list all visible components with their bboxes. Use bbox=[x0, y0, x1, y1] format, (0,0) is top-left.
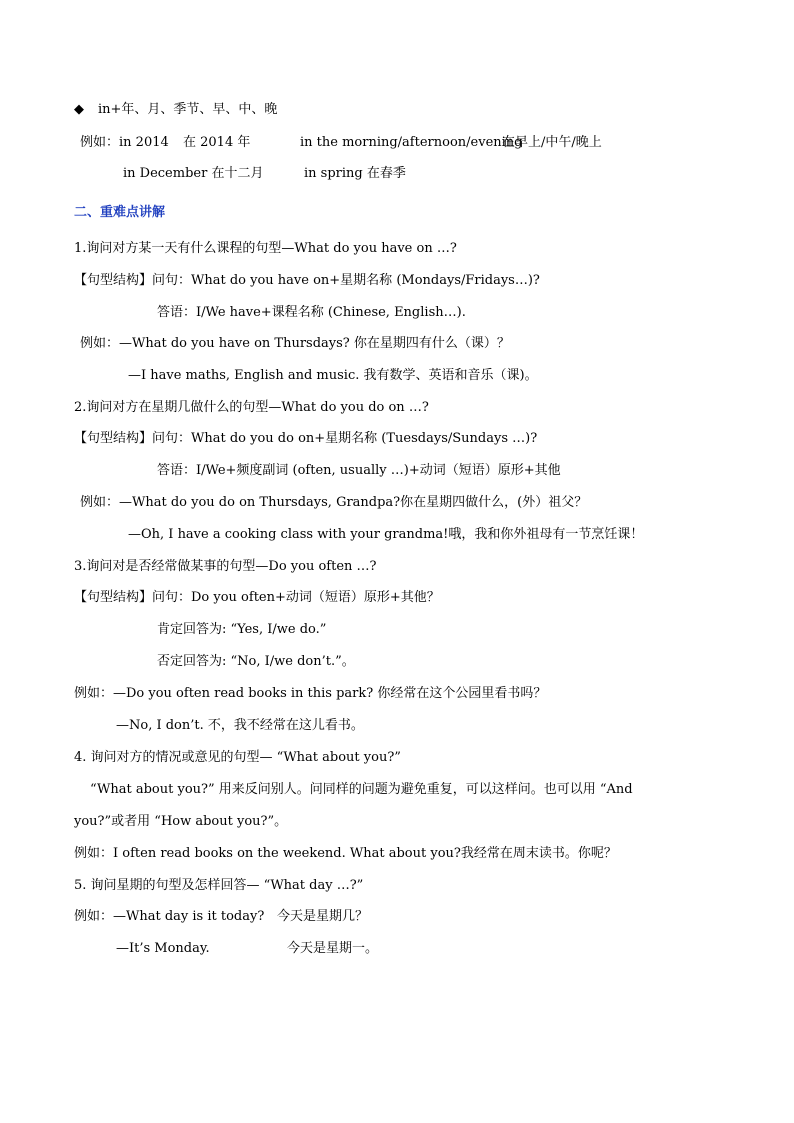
point-3-positive-answer: 肯定回答为: “Yes, I/we do.” bbox=[157, 622, 327, 637]
point-4-example: 例如：I often read books on the weekend. What about you?我经常在周末读书。你呢？ bbox=[74, 846, 617, 861]
point-5-example-answer: —It’s Monday. bbox=[116, 941, 210, 956]
point-5-example-question-chinese: 今天是星期几？ bbox=[277, 909, 369, 924]
example-december: in December 在十二月 bbox=[123, 166, 264, 181]
point-3-example-question: 例如：—Do you often read books in this park? 你经常在这个公园里看书吗？ bbox=[74, 686, 547, 701]
example-spring: in spring 在春季 bbox=[304, 166, 406, 181]
point-3-example-answer: —No, I don’t. 不，我不经常在这儿看书。 bbox=[116, 718, 364, 733]
example-morning: in the morning/afternoon/evening bbox=[300, 135, 523, 150]
point-2-structure-question: 【句型结构】问句：What do you do on+星期名称 (Tuesdays/Sundays …)? bbox=[74, 431, 538, 446]
point-4-title: 4. 询问对方的情况或意见的句型— “What about you?” bbox=[74, 750, 401, 765]
point-3-title: 3.询问对是否经常做某事的句型—Do you often …? bbox=[74, 559, 377, 574]
bullet-line bbox=[74, 102, 277, 118]
intro-example-line-1 bbox=[80, 135, 169, 151]
point-1-structure-question: 【句型结构】问句：What do you have on+星期名称 (Mondays/Fridays…)? bbox=[74, 273, 540, 288]
example-morning-chinese: 在早上/中午/晚上 bbox=[502, 135, 602, 150]
point-2-title: 2.询问对方在星期几做什么的句型—What do you do on …? bbox=[74, 400, 429, 415]
point-4-body-line-2: you?”或者用 “How about you?”。 bbox=[74, 814, 288, 829]
point-2-example-question: 例如：—What do you do on Thursdays, Grandpa?你在星期四做什么，(外）祖父？ bbox=[80, 495, 588, 510]
point-4-body-line-1: “What about you?” 用来反问别人。问同样的问题为避免重复，可以这样问。也可以用 “And bbox=[90, 782, 633, 797]
example-in-2014: in 2014 bbox=[119, 135, 169, 150]
point-3-structure-question: 【句型结构】问句：Do you often+动词（短语）原形+其他？ bbox=[74, 590, 440, 605]
point-5-example-answer-chinese: 今天是星期一。 bbox=[287, 941, 379, 956]
point-1-example-answer: —I have maths, English and music. 我有数学、英语和音乐（课)。 bbox=[128, 368, 538, 383]
point-1-example-question: 例如：—What do you have on Thursdays? 你在星期四有什么（课）？ bbox=[80, 336, 510, 351]
point-5-example-question: 例如：—What day is it today? bbox=[74, 909, 265, 924]
point-5-title: 5. 询问星期的句型及怎样回答— “What day …?” bbox=[74, 878, 364, 893]
diamond-bullet-icon: ◆ bbox=[74, 102, 84, 117]
example-2014-chinese: 在 2014 年 bbox=[183, 135, 251, 150]
example-label: 例如： bbox=[80, 135, 120, 150]
point-1-title: 1.询问对方某一天有什么课程的句型—What do you have on …? bbox=[74, 241, 457, 256]
point-2-structure-answer: 答语：I/We+频度副词 (often, usually …)+动词（短语）原形+其他 bbox=[157, 463, 561, 478]
bullet-text: in+年、月、季节、早、中、晚 bbox=[98, 102, 278, 117]
point-2-example-answer: —Oh, I have a cooking class with your grandma!哦，我和你外祖母有一节烹饪课！ bbox=[128, 527, 644, 542]
section-heading: 二、重难点讲解 bbox=[74, 205, 166, 220]
point-1-structure-answer: 答语：I/We have+课程名称 (Chinese, English…). bbox=[157, 305, 466, 320]
point-3-negative-answer: 否定回答为: “No, I/we don’t.”。 bbox=[157, 654, 355, 669]
